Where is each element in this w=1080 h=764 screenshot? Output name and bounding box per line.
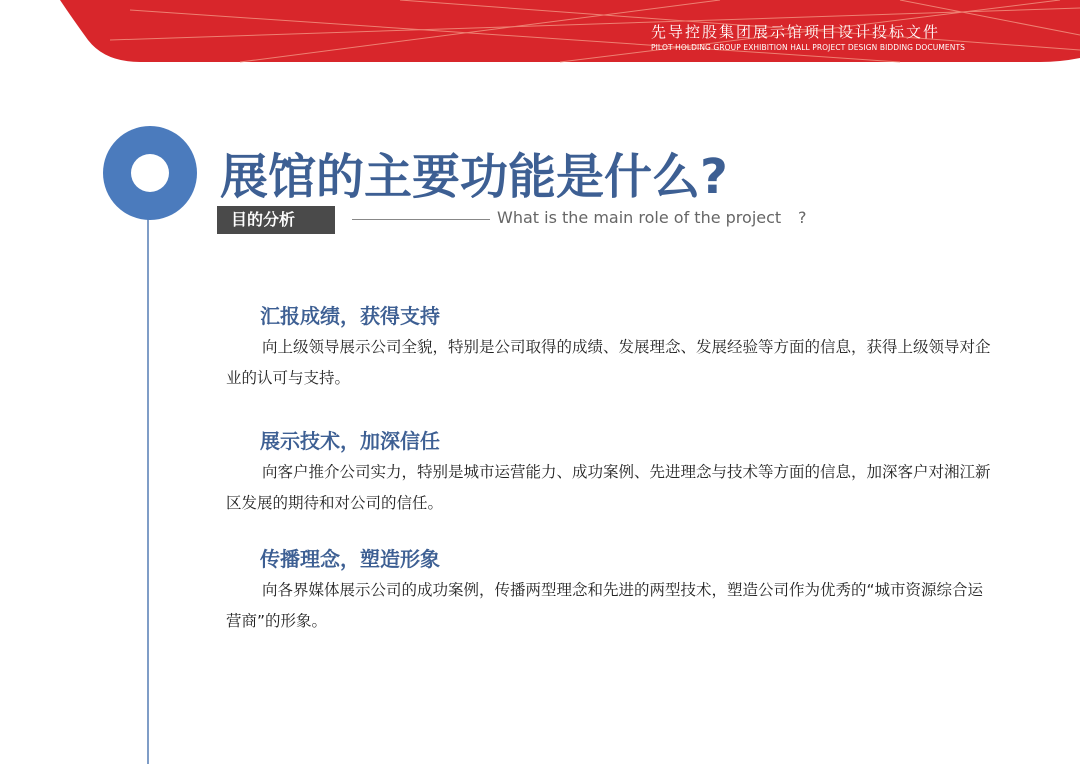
header-banner: [0, 0, 1080, 70]
section-title: 展示技术，加深信任: [260, 429, 440, 453]
section-body: 向客户推介公司实力，特别是城市运营能力、成功案例、先进理念与技术等方面的信息，加深客户对湘江新区发展的期待和对公司的信任。: [226, 463, 991, 512]
header-title-cn: 先导控股集团展示馆项目设计投标文件: [651, 23, 941, 41]
section-body: 向上级领导展示公司全貌，特别是公司取得的成绩、发展理念、发展经验等方面的信息，获得上级领导对企业的认可与支持。: [226, 338, 991, 387]
circle-ring-icon: [103, 126, 197, 220]
header-title-en: PILOT HOLDING GROUP EXHIBITION HALL PROJECT DESIGN BIDDING DOCUMENTS: [651, 43, 966, 52]
english-subtitle: What is the main role of the project: [497, 208, 782, 227]
section-title: 传播理念，塑造形象: [260, 547, 440, 571]
page-title: 展馆的主要功能是什么?: [220, 149, 728, 205]
english-subtitle-question: ?: [798, 208, 807, 227]
section-title: 汇报成绩，获得支持: [260, 304, 440, 328]
section-body: 向各界媒体展示公司的成功案例，传播两型理念和先进的两型技术，塑造公司作为优秀的“城市资源综合运营商”的形象。: [226, 581, 984, 630]
divider-line: [352, 219, 490, 220]
timeline-line: [147, 200, 149, 764]
tag-label: 目的分析: [217, 206, 335, 234]
